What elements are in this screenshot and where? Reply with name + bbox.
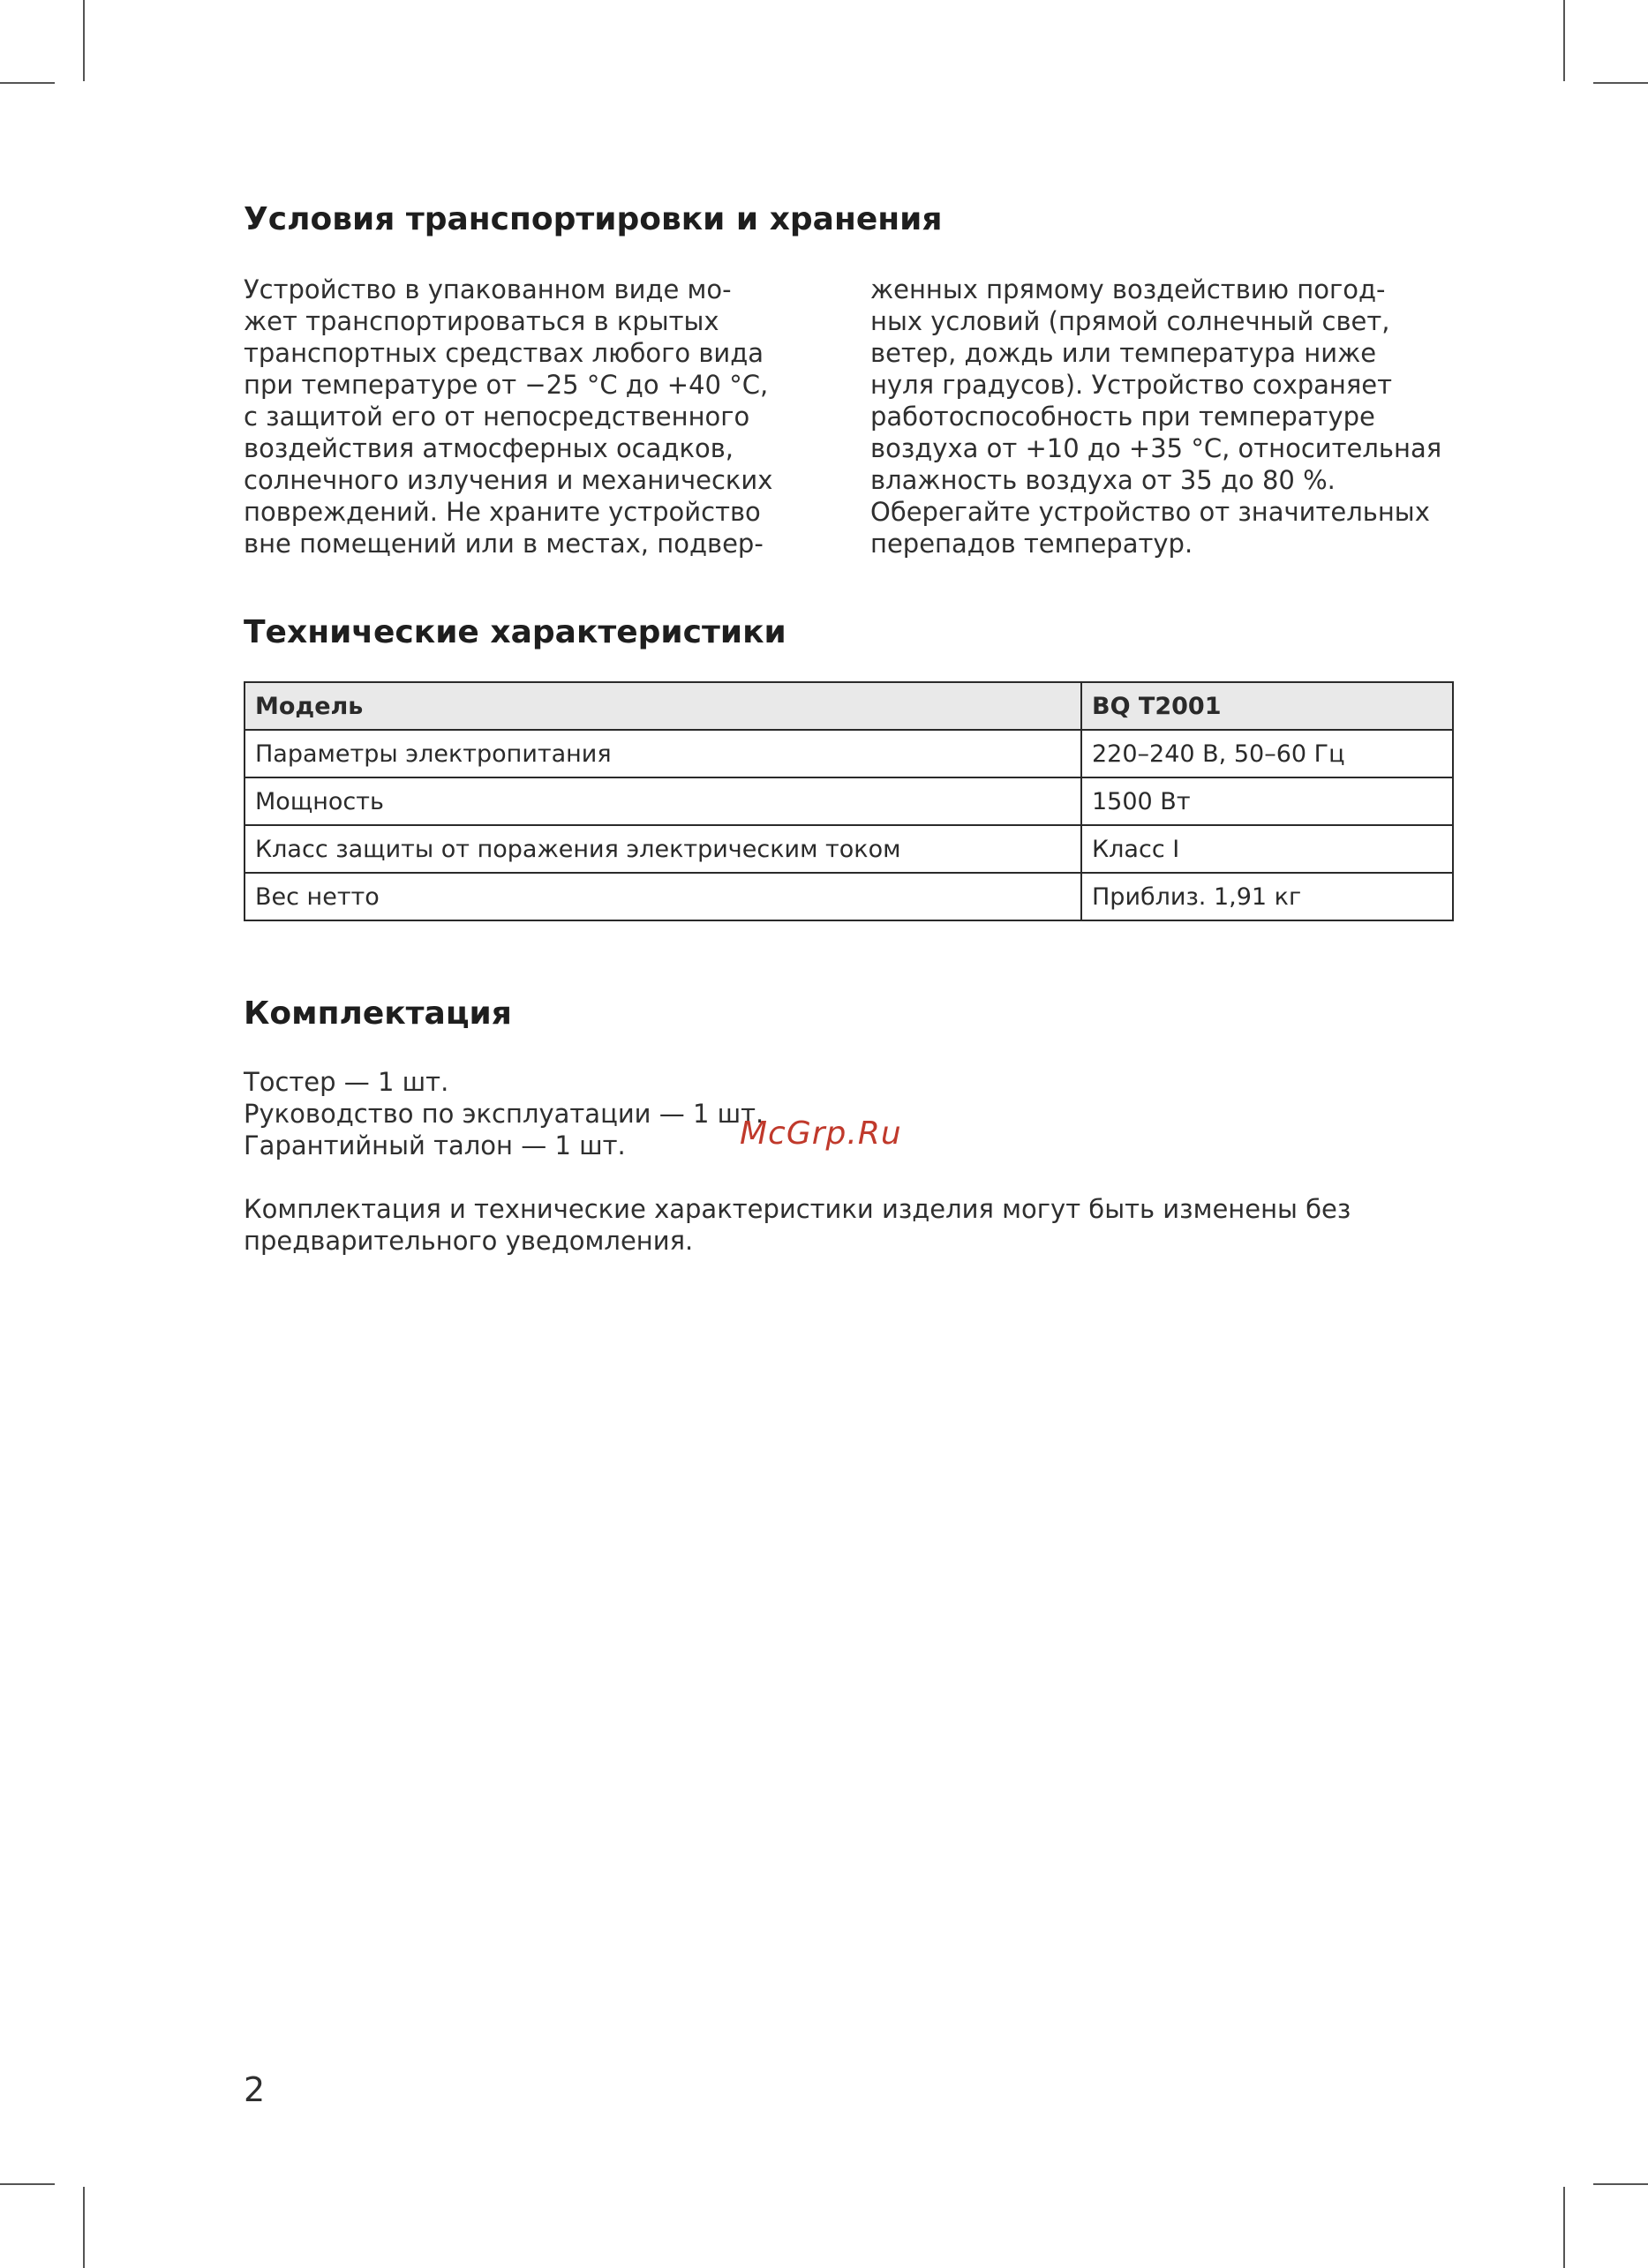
text-line: воздействия атмосферных осадков, [244,433,734,463]
table-cell-label: Параметры электропитания [245,730,1081,777]
crop-mark [0,2183,55,2185]
table-row [245,825,1453,873]
text-line: влажность воздуха от 35 до 80 %. [870,465,1336,495]
text-line: воздуха от +10 до +35 °C, относительная [870,433,1442,463]
crop-mark [1593,2183,1648,2185]
table-cell-value: 220–240 В, 50–60 Гц [1081,730,1453,777]
specs-heading: Технические характеристики [244,614,786,650]
table-cell-label: Модель [245,682,1081,730]
text-line: ных условий (прямой солнечный свет, [870,306,1390,336]
list-item: Руководство по эксплуатации — 1 шт. [244,1099,764,1129]
table-cell-value: BQ T2001 [1081,682,1453,730]
list-item: Тостер — 1 шт. [244,1067,449,1097]
specs-table [244,681,1454,921]
crop-mark [1593,82,1648,84]
crop-mark [83,0,85,81]
text-line: женных прямому воздействию погод- [870,274,1386,304]
crop-mark [1563,2187,1565,2268]
text-line: с защитой его от непосредственного [244,402,750,432]
text-line: солнечного излучения и механических [244,465,773,495]
storage-column-1 [244,274,844,559]
text-line: транспортных средствах любого вида [244,338,764,368]
text-line: перепадов температур. [870,529,1193,559]
table-row [245,873,1453,920]
table-cell-value: Класс I [1081,825,1453,873]
kit-heading: Комплектация [244,995,512,1032]
text-line: повреждений. Не храните устройство [244,497,761,527]
table-row [245,777,1453,825]
storage-heading: Условия транспортировки и хранения [244,201,943,237]
text-line: работоспособность при температуре [870,402,1375,432]
kit-list [244,1066,764,1161]
table-cell-value: Приблиз. 1,91 кг [1081,873,1453,920]
text-line: Оберегайте устройство от значительных [870,497,1430,527]
text-line: Устройство в упакованном виде мо- [244,274,732,304]
crop-mark [0,82,55,84]
list-item: Гарантийный талон — 1 шт. [244,1130,626,1160]
crop-mark [83,2187,85,2268]
page-number: 2 [244,2070,266,2109]
storage-column-2 [870,274,1471,559]
table-cell-label: Класс защиты от поражения электрическим током [245,825,1081,873]
text-line: Комплектация и технические характеристики изделия могут быть изменены без [244,1194,1351,1224]
text-line: жет транспортироваться в крытых [244,306,719,336]
table-cell-label: Мощность [245,777,1081,825]
table-cell-value: 1500 Вт [1081,777,1453,825]
text-line: предварительного уведомления. [244,1226,694,1256]
table-cell-label: Вес нетто [245,873,1081,920]
text-line: при температуре от −25 °C до +40 °C, [244,370,769,400]
table-row [245,730,1453,777]
text-line: вне помещений или в местах, подвер- [244,529,764,559]
watermark: McGrp.Ru [740,1115,902,1152]
text-line: ветер, дождь или температура ниже [870,338,1377,368]
text-line: нуля градусов). Устройство сохраняет [870,370,1393,400]
table-header-row [245,682,1453,730]
change-notice [244,1193,1462,1257]
crop-mark [1563,0,1565,81]
